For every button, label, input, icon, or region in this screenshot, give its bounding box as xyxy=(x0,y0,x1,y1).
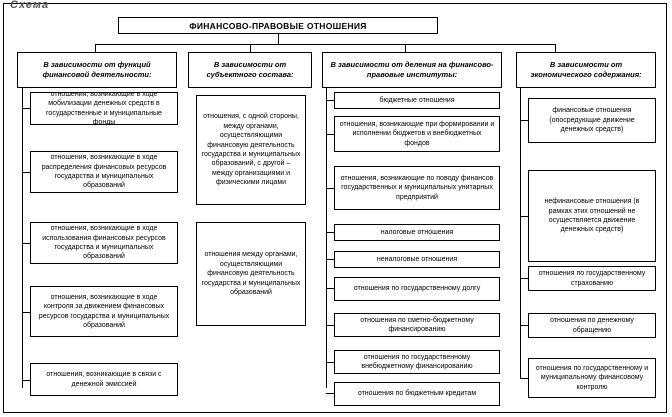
node-c3-item-6: отношения по государственному долгу xyxy=(334,277,500,301)
node-c1-item-4: отношения, возникающие в ходе контроля за движением финансовых ресурсов государства и муниципальных образований xyxy=(30,286,178,337)
branch-c1-i5 xyxy=(22,380,30,381)
node-c3-item-8: отношения по государственному внебюджетному финансированию xyxy=(334,350,500,374)
connector-col1-down xyxy=(95,44,96,52)
branch-c4-i2 xyxy=(520,216,528,217)
connector-title-down xyxy=(278,34,279,44)
branch-c1-i3 xyxy=(22,243,30,244)
branch-c3-i6 xyxy=(326,288,334,289)
node-c3-item-3: отношения, возникающие по поводу финансов государственных и муниципальных унитарных предприятий xyxy=(334,166,500,210)
node-c4-item-5: отношения по государственному и муниципальному финансовому контролю xyxy=(528,358,656,398)
connector-col4-down xyxy=(555,44,556,52)
branch-c3-i5 xyxy=(326,259,334,260)
column-header-economic: В зависимости от экономического содержания: xyxy=(516,52,656,88)
node-c3-item-4: налоговые отношения xyxy=(334,224,500,241)
diagram-title: ФИНАНСОВО-ПРАВОВЫЕ ОТНОШЕНИЯ xyxy=(118,17,438,34)
branch-c3-i2 xyxy=(326,134,334,135)
branch-c3-i9 xyxy=(326,393,334,394)
connector-header-bus xyxy=(95,44,555,45)
node-c3-item-7: отношения по сметно-бюджетному финансированию xyxy=(334,313,500,337)
node-c4-item-4: отношения по денежному обращению xyxy=(528,313,656,338)
branch-c3-i8 xyxy=(326,362,334,363)
branch-c3-i7 xyxy=(326,325,334,326)
node-c1-item-3: отношения, возникающие в ходе использования финансовых ресурсов государства и муниципальных образований xyxy=(30,222,178,264)
node-c1-item-1: отношения, возникающие в ходе мобилизации денежных средств в государственные и муниципальные фонды xyxy=(30,92,178,125)
node-c4-item-3: отношения по государственному страхованию xyxy=(528,266,656,291)
node-c2-item-2: отношения между органами, осуществляющими финансовую деятельность государства и муниципальных образований xyxy=(196,222,306,326)
branch-c3-i4 xyxy=(326,232,334,233)
branch-c1-i2 xyxy=(22,172,30,173)
branch-c4-i1 xyxy=(520,120,528,121)
column-header-subjects: В зависимости от субъектного состава: xyxy=(188,52,312,88)
connector-col3-down xyxy=(405,44,406,52)
node-c3-item-2: отношения, возникающие при формировании и исполнении бюджетов и внебюджетных фондов xyxy=(334,116,500,152)
spine-column-1 xyxy=(22,88,23,388)
branch-c1-i4 xyxy=(22,312,30,313)
node-c4-item-1: финансовые отношения (опосредующие движение денежных средств) xyxy=(528,98,656,143)
node-c3-item-9: отношения по бюджетным кредитам xyxy=(334,382,500,406)
column-header-institutes: В зависимости от деления на финансово-правовые институты: xyxy=(322,52,502,88)
branch-c4-i3 xyxy=(520,278,528,279)
window-tab-label: Схема xyxy=(10,0,50,11)
node-c3-item-5: неналоговые отношения xyxy=(334,251,500,268)
branch-c3-i3 xyxy=(326,188,334,189)
branch-c1-i1 xyxy=(22,108,30,109)
branch-c4-i5 xyxy=(520,378,528,379)
spine-column-3 xyxy=(326,88,327,388)
node-c1-item-2: отношения, возникающие в ходе распределения финансовых ресурсов государства и муниципальных образований xyxy=(30,151,178,193)
branch-c4-i4 xyxy=(520,325,528,326)
column-header-functions: В зависимости от функций финансовой деятельности: xyxy=(17,52,177,88)
node-c1-item-5: отношения, возникающие в связи с денежной эмиссией xyxy=(30,363,178,396)
spine-column-4 xyxy=(520,88,521,378)
branch-c3-i1 xyxy=(326,100,334,101)
node-c2-item-1: отношения, с одной стороны, между органами, осуществляющими финансовую деятельность государства и муниципальных образований, с другой – между организациями и физическими лицами xyxy=(196,95,306,205)
node-c3-item-1: бюджетные отношения xyxy=(334,92,500,109)
connector-col2-down xyxy=(250,44,251,52)
node-c4-item-2: нефинансовые отношения (в рамках этих отношений не осуществляется движение денежных средств) xyxy=(528,170,656,262)
